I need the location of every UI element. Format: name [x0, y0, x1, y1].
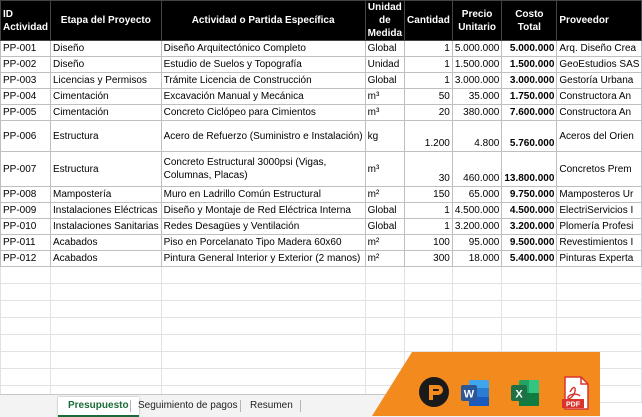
cell-id[interactable]: PP-008 — [1, 187, 51, 203]
svg-text:X: X — [515, 388, 523, 401]
cell-costo[interactable]: 13.800.000 — [502, 152, 557, 187]
cell-cantidad[interactable]: 20 — [405, 105, 453, 121]
cell-unidad[interactable]: Global — [365, 41, 404, 57]
cell-etapa[interactable]: Acabados — [51, 235, 162, 251]
cell-id[interactable]: PP-012 — [1, 251, 51, 267]
table-row — [1, 219, 642, 235]
table-row — [1, 187, 642, 203]
empty-cell[interactable] — [51, 352, 162, 369]
header-cantidad[interactable]: Cantidad — [405, 1, 453, 41]
empty-cell[interactable] — [405, 267, 453, 284]
tab-presupuesto[interactable]: Presupuesto — [58, 397, 139, 417]
cell-proveedor[interactable]: Gestoría Urbana — [557, 73, 642, 89]
cell-precio[interactable]: 460.000 — [452, 152, 502, 187]
header-proveedor[interactable]: Proveedor — [557, 1, 642, 41]
empty-cell[interactable] — [1, 335, 51, 352]
empty-cell[interactable] — [365, 335, 404, 352]
cell-precio[interactable]: 4.800 — [452, 121, 502, 152]
cell-etapa[interactable]: Cimentación — [51, 105, 162, 121]
empty-cell[interactable] — [161, 301, 365, 318]
table-row — [1, 152, 642, 187]
empty-cell[interactable] — [1, 369, 51, 386]
cell-cantidad[interactable]: 1 — [405, 73, 453, 89]
empty-cell[interactable] — [1, 267, 51, 284]
cell-unidad[interactable]: Global — [365, 203, 404, 219]
cell-proveedor[interactable]: Concretos Prem — [557, 152, 642, 187]
empty-cell[interactable] — [502, 301, 557, 318]
cell-unidad[interactable]: Global — [365, 219, 404, 235]
cell-etapa[interactable]: Diseño — [51, 57, 162, 73]
cell-costo[interactable]: 3.200.000 — [502, 219, 557, 235]
cell-cantidad[interactable]: 50 — [405, 89, 453, 105]
cell-actividad[interactable]: Diseño y Montaje de Red Eléctrica Interna — [161, 203, 365, 219]
pdf-icon[interactable] — [560, 376, 592, 410]
cell-costo[interactable]: 5.400.000 — [502, 251, 557, 267]
table-row — [1, 235, 642, 251]
cell-etapa[interactable]: Cimentación — [51, 89, 162, 105]
cell-proveedor[interactable]: ElectriServicios I — [557, 203, 642, 219]
svg-text:PDF: PDF — [566, 401, 580, 409]
empty-row — [1, 267, 642, 284]
cell-id[interactable]: PP-002 — [1, 57, 51, 73]
cell-id[interactable]: PP-009 — [1, 203, 51, 219]
empty-cell[interactable] — [161, 267, 365, 284]
empty-cell[interactable] — [502, 284, 557, 301]
empty-cell[interactable] — [405, 318, 453, 335]
cell-costo[interactable]: 3.000.000 — [502, 73, 557, 89]
cell-costo[interactable]: 5.000.000 — [502, 41, 557, 57]
cell-unidad[interactable]: m³ — [365, 89, 404, 105]
cell-costo[interactable]: 9.500.000 — [502, 235, 557, 251]
word-icon[interactable] — [460, 378, 490, 408]
cell-unidad[interactable]: kg — [365, 121, 404, 152]
empty-cell[interactable] — [452, 318, 502, 335]
empty-cell[interactable] — [557, 318, 642, 335]
cell-id[interactable]: PP-006 — [1, 121, 51, 152]
cell-cantidad[interactable]: 1.200 — [405, 121, 453, 152]
cell-proveedor[interactable]: Pinturas Experta — [557, 251, 642, 267]
cell-cantidad[interactable]: 30 — [405, 152, 453, 187]
cell-actividad[interactable]: Muro en Ladrillo Común Estructural — [161, 187, 365, 203]
empty-cell[interactable] — [502, 267, 557, 284]
table-row — [1, 57, 642, 73]
cell-unidad[interactable]: m² — [365, 187, 404, 203]
header-row — [1, 1, 642, 41]
empty-cell[interactable] — [51, 335, 162, 352]
cell-id[interactable]: PP-001 — [1, 41, 51, 57]
table-row — [1, 89, 642, 105]
cell-actividad[interactable]: Trámite Licencia de Construcción — [161, 73, 365, 89]
cell-costo[interactable]: 1.750.000 — [502, 89, 557, 105]
excel-icon[interactable] — [510, 378, 540, 408]
empty-cell[interactable] — [51, 301, 162, 318]
svg-text:W: W — [463, 388, 475, 401]
empty-cell[interactable] — [51, 284, 162, 301]
cell-precio[interactable]: 4.500.000 — [452, 203, 502, 219]
empty-cell[interactable] — [161, 284, 365, 301]
cell-actividad[interactable]: Acero de Refuerzo (Suministro e Instalación) — [161, 121, 365, 152]
plantilla-logo-icon[interactable] — [418, 376, 450, 408]
table-row — [1, 73, 642, 89]
header-actividad[interactable]: Actividad o Partida Específica — [161, 1, 365, 41]
cell-unidad[interactable]: m² — [365, 235, 404, 251]
cell-precio[interactable]: 3.000.000 — [452, 73, 502, 89]
empty-cell[interactable] — [1, 301, 51, 318]
cell-id[interactable]: PP-007 — [1, 152, 51, 187]
cell-cantidad[interactable]: 1 — [405, 41, 453, 57]
table-row — [1, 105, 642, 121]
empty-cell[interactable] — [452, 335, 502, 352]
cell-unidad[interactable]: Global — [365, 73, 404, 89]
empty-cell[interactable] — [557, 301, 642, 318]
empty-row — [1, 318, 642, 335]
cell-cantidad[interactable]: 300 — [405, 251, 453, 267]
empty-cell[interactable] — [365, 284, 404, 301]
cell-unidad[interactable]: m² — [365, 251, 404, 267]
cell-precio[interactable]: 35.000 — [452, 89, 502, 105]
header-id[interactable]: ID Actividad — [1, 1, 51, 41]
cell-proveedor[interactable]: Plomería Profesi — [557, 219, 642, 235]
empty-cell[interactable] — [557, 284, 642, 301]
tab-seguimiento-de-pagos[interactable]: Seguimiento de pagos — [138, 400, 238, 411]
cell-etapa[interactable]: Diseño — [51, 41, 162, 57]
cell-id[interactable]: PP-011 — [1, 235, 51, 251]
cell-costo[interactable]: 1.500.000 — [502, 57, 557, 73]
cell-etapa[interactable]: Instalaciones Eléctricas — [51, 203, 162, 219]
cell-etapa[interactable]: Licencias y Permisos — [51, 73, 162, 89]
cell-cantidad[interactable]: 150 — [405, 187, 453, 203]
empty-cell[interactable] — [405, 301, 453, 318]
cell-unidad[interactable]: m³ — [365, 152, 404, 187]
empty-cell[interactable] — [405, 335, 453, 352]
cell-actividad[interactable]: Concreto Estructural 3000psi (Vigas, Columnas, Placas) — [161, 152, 365, 187]
empty-cell[interactable] — [51, 267, 162, 284]
empty-cell[interactable] — [1, 284, 51, 301]
cell-actividad[interactable]: Excavación Manual y Mecánica — [161, 89, 365, 105]
cell-cantidad[interactable]: 1 — [405, 57, 453, 73]
empty-cell[interactable] — [452, 284, 502, 301]
empty-row — [1, 335, 642, 352]
cell-precio[interactable]: 380.000 — [452, 105, 502, 121]
cell-proveedor[interactable]: Mamposteros Ur — [557, 187, 642, 203]
cell-costo[interactable]: 4.500.000 — [502, 203, 557, 219]
cell-etapa[interactable]: Estructura — [51, 152, 162, 187]
empty-cell[interactable] — [161, 335, 365, 352]
header-costo[interactable]: Costo Total — [502, 1, 557, 41]
table-row — [1, 203, 642, 219]
table-row — [1, 251, 642, 267]
cell-costo[interactable]: 9.750.000 — [502, 187, 557, 203]
cell-precio[interactable]: 5.000.000 — [452, 41, 502, 57]
cell-proveedor[interactable]: Aceros del Orien — [557, 121, 642, 152]
empty-cell[interactable] — [1, 352, 51, 369]
cell-precio[interactable]: 65.000 — [452, 187, 502, 203]
cell-id[interactable]: PP-005 — [1, 105, 51, 121]
cell-actividad[interactable]: Pintura General Interior y Exterior (2 manos) — [161, 251, 365, 267]
cell-precio[interactable]: 3.200.000 — [452, 219, 502, 235]
cell-etapa[interactable]: Instalaciones Sanitarias — [51, 219, 162, 235]
empty-row — [1, 301, 642, 318]
cell-etapa[interactable]: Acabados — [51, 251, 162, 267]
empty-cell[interactable] — [1, 318, 51, 335]
cell-id[interactable]: PP-003 — [1, 73, 51, 89]
cell-id[interactable]: PP-010 — [1, 219, 51, 235]
cell-proveedor[interactable]: GeoEstudios SAS — [557, 57, 642, 73]
cell-unidad[interactable]: Unidad — [365, 57, 404, 73]
cell-actividad[interactable]: Concreto Ciclópeo para Cimientos — [161, 105, 365, 121]
empty-cell[interactable] — [51, 318, 162, 335]
table-row — [1, 41, 642, 57]
empty-row — [1, 284, 642, 301]
empty-cell[interactable] — [405, 284, 453, 301]
empty-cell[interactable] — [161, 369, 365, 386]
empty-cell[interactable] — [557, 335, 642, 352]
empty-cell[interactable] — [502, 318, 557, 335]
cell-proveedor[interactable]: Revestimientos I — [557, 235, 642, 251]
cell-costo[interactable]: 5.760.000 — [502, 121, 557, 152]
empty-cell[interactable] — [51, 369, 162, 386]
cell-proveedor[interactable]: Constructora An — [557, 89, 642, 105]
empty-cell[interactable] — [557, 267, 642, 284]
empty-cell[interactable] — [452, 301, 502, 318]
cell-actividad[interactable]: Redes Desagües y Ventilación — [161, 219, 365, 235]
tab-separator — [300, 400, 301, 412]
cell-proveedor[interactable]: Constructora An — [557, 105, 642, 121]
cell-precio[interactable]: 18.000 — [452, 251, 502, 267]
cell-actividad[interactable]: Piso en Porcelanato Tipo Madera 60x60 — [161, 235, 365, 251]
empty-cell[interactable] — [365, 301, 404, 318]
cell-unidad[interactable]: m³ — [365, 105, 404, 121]
header-unidad[interactable]: Unidad de Medida — [365, 1, 404, 41]
cell-costo[interactable]: 7.600.000 — [502, 105, 557, 121]
cell-cantidad[interactable]: 1 — [405, 203, 453, 219]
cell-actividad[interactable]: Estudio de Suelos y Topografía — [161, 57, 365, 73]
empty-cell[interactable] — [365, 318, 404, 335]
cell-etapa[interactable]: Mampostería — [51, 187, 162, 203]
empty-cell[interactable] — [365, 267, 404, 284]
header-precio[interactable]: Precio Unitario — [452, 1, 502, 41]
empty-cell[interactable] — [502, 335, 557, 352]
cell-precio[interactable]: 95.000 — [452, 235, 502, 251]
empty-cell[interactable] — [161, 352, 365, 369]
cell-proveedor[interactable]: Arq. Diseño Crea — [557, 41, 642, 57]
cell-etapa[interactable]: Estructura — [51, 121, 162, 152]
table-row — [1, 121, 642, 152]
empty-cell[interactable] — [452, 267, 502, 284]
cell-cantidad[interactable]: 1 — [405, 219, 453, 235]
cell-actividad[interactable]: Diseño Arquitectónico Completo — [161, 41, 365, 57]
empty-cell[interactable] — [161, 318, 365, 335]
tab-resumen[interactable]: Resumen — [250, 400, 293, 411]
cell-cantidad[interactable]: 100 — [405, 235, 453, 251]
cell-precio[interactable]: 1.500.000 — [452, 57, 502, 73]
header-etapa[interactable]: Etapa del Proyecto — [51, 1, 162, 41]
cell-id[interactable]: PP-004 — [1, 89, 51, 105]
